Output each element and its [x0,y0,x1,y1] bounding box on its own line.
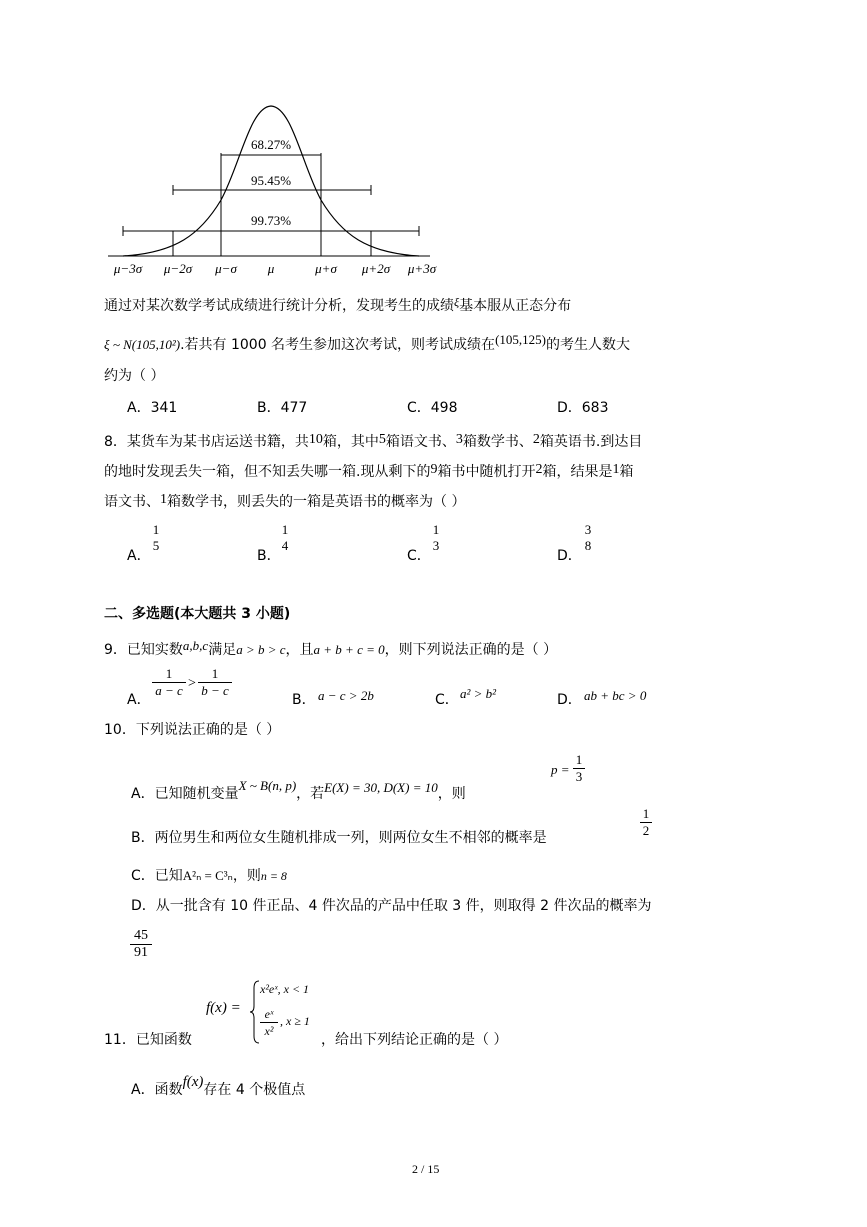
q10-option-b-fraction: 1 2 [640,806,652,839]
q9-option-b-label[interactable]: B． [292,692,316,708]
q11-stem-end: ，给出下列结论正确的是（ ） [321,1032,508,1048]
q11-option-a[interactable]: A．函数f(x)存在 4 个极值点 [131,1074,306,1098]
q7-line-2: ξ ~ N(105,10²).若共有 1000 名考生参加这次考试，则考试成绩在(105,125)的考生人数大 [104,332,630,353]
q11-case-1: x²eˣ, x < 1 [260,982,310,996]
q9-option-b-expr: a − c > 2b [318,688,374,703]
q10-stem: 10．下列说法正确的是（ ） [104,722,281,738]
q8-line-1: 8．某货车为某书店运送书籍，共10箱，其中5箱语文书、3箱数学书、2箱英语书.到达目 [104,432,643,450]
q8-line-2: 的地时发现丢失一箱，但不知丢失哪一箱.现从剩下的9箱书中随机打开2箱，结果是1箱 [104,462,634,480]
q7-option-c[interactable]: C．498 [407,400,458,416]
q9-option-c-expr: a² > b² [460,686,497,701]
q9-option-c-label[interactable]: C． [435,692,459,708]
page-number: 2 / 15 [412,1162,440,1176]
q10-option-d-fraction: 45 91 [130,928,152,961]
q7-line-1: 通过对某次数学考试成绩进行统计分析，发现考生的成绩ξ基本服从正态分布 [104,295,572,314]
q10-option-a[interactable]: A．已知随机变量X ~ B(n, p)，若E(X) = 30, D(X) = 10，则 [131,778,466,802]
xi-symbol: ξ [454,295,460,309]
axis-label: μ−3σ [113,261,143,276]
q9-option-d-expr: ab + bc > 0 [584,688,647,703]
score-interval: (105,125) [495,332,546,347]
axis-label: μ−σ [215,261,237,276]
q8-option-d-fraction: 3 8 [584,522,592,553]
q9-option-a-frac2: 1 b − c [198,666,232,699]
q10-option-a-p: p = [551,762,570,777]
axis-label: μ−2σ [163,261,193,276]
q7-option-a[interactable]: A．341 [127,400,178,416]
percent-99-label: 99.73% [250,213,292,228]
piecewise-brace [250,980,260,1044]
q10-option-a-fraction: 1 3 [573,752,585,785]
q7-option-b[interactable]: B．477 [257,400,308,416]
axis-label: μ+σ [315,261,337,276]
q10-option-d[interactable]: D．从一批含有 10 件正品、4 件次品的产品中任取 3 件，则取得 2 件次品的概率为 [131,898,652,914]
q7-line-3: 约为（ ） [104,368,165,384]
q8-option-b-label[interactable]: B． [257,548,281,564]
percent-68-label: 68.27% [250,137,292,152]
q10-option-c[interactable]: C．已知A²ₙ = C³ₙ，则n = 8 [131,868,287,884]
q8-option-a-label[interactable]: A． [127,548,151,564]
axis-label: μ [267,261,275,276]
q11-fx: f(x) = [206,1000,241,1016]
q9-option-a-gt: > [188,676,196,691]
section-heading: 二、多选题(本大题共 3 小题) [104,606,291,622]
q8-option-b-fraction: 1 4 [281,522,289,553]
normal-dist-formula: ξ ~ N(105,10²) [104,337,181,352]
q8-option-d-label[interactable]: D． [557,548,582,564]
q11-case-2-cond: , x ≥ 1 [280,1014,310,1028]
q8-option-c-label[interactable]: C． [407,548,431,564]
normal-distribution-figure [100,95,460,280]
q11-stem-start: 11．已知函数 [104,1032,192,1048]
q9-option-d-label[interactable]: D． [557,692,582,708]
q9-option-a-frac1: 1 a − c [152,666,186,699]
q9-option-a-label[interactable]: A． [127,692,151,708]
q7-option-d[interactable]: D．683 [557,400,609,416]
q9-stem: 9．已知实数a,b,c满足a > b > c，且a + b + c = 0，则下列说法正确的是（ ） [104,638,558,658]
q10-option-b[interactable]: B．两位男生和两位女生随机排成一列，则两位女生不相邻的概率是 [131,830,547,846]
axis-label: μ+2σ [361,261,391,276]
q11-case-2-fraction: eˣ x² [260,1006,278,1039]
axis-label: μ+3σ [407,261,437,276]
q8-option-c-fraction: 1 3 [432,522,440,553]
q8-line-3: 语文书、1箱数学书，则丢失的一箱是英语书的概率为（ ） [104,492,466,510]
q8-option-a-fraction: 1 5 [152,522,160,553]
percent-95-label: 95.45% [250,173,292,188]
